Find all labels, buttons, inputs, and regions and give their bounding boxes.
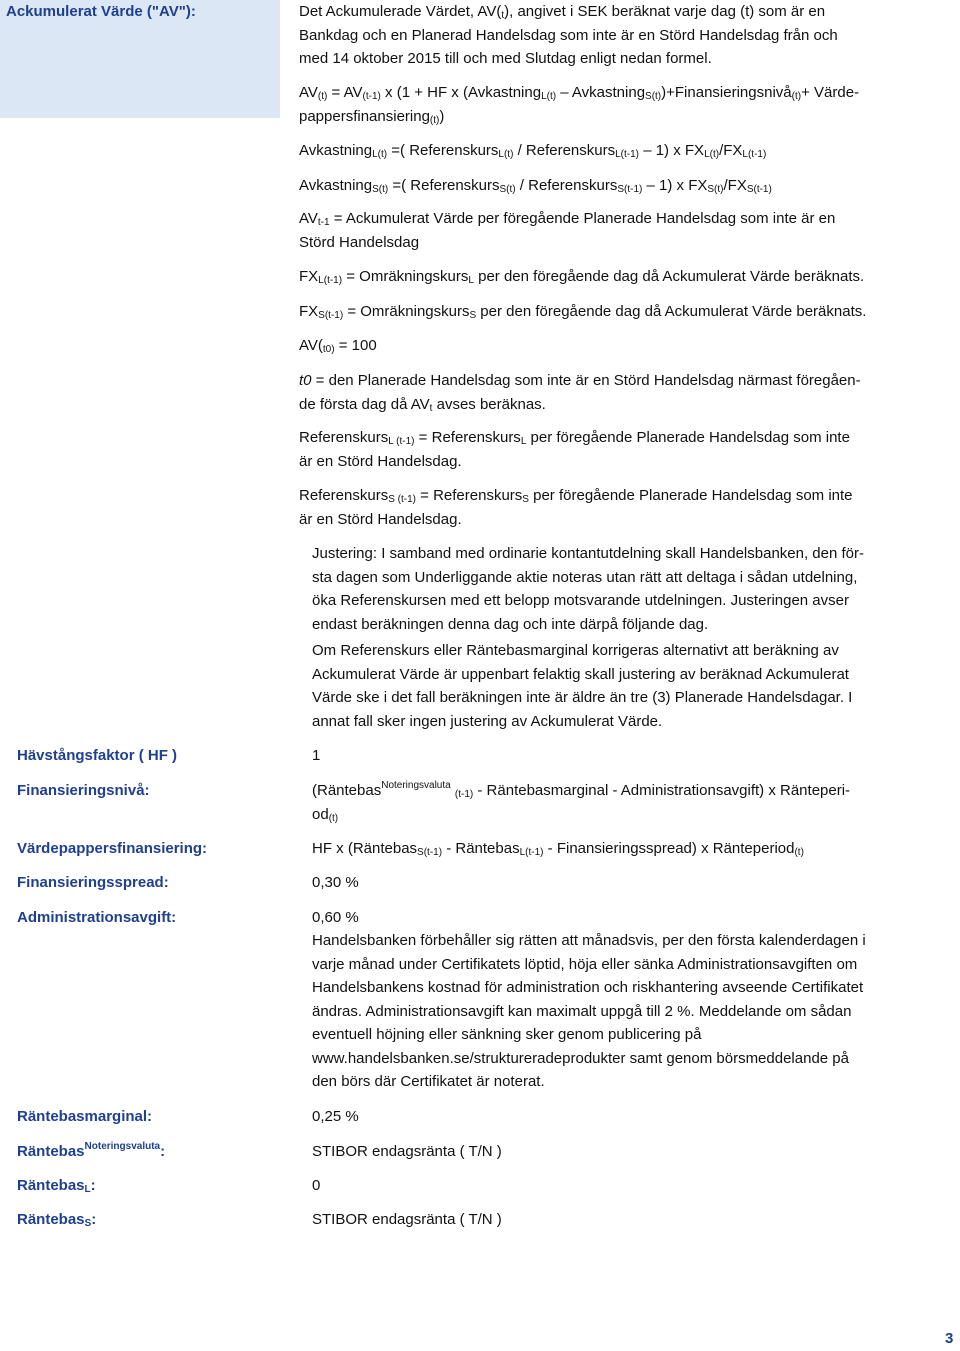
hf-label: Hävstångsfaktor ( HF ) [17,747,178,764]
finansieringsspread-label: Finansieringsspread: [17,874,169,891]
av-formula: $AV_{(t)} = AV_{(t-1)}$ x (1 + HF x (Avkastning$_{L(t)}$ – Avkastning$_{S(t)}$)+Finansieringsnivå$_{(t)}$+ Värde- pappersfinansiering$_{(t)}$) [299,84,860,126]
av-section-label: Ackumulerat Värde ("AV"): [6,3,196,20]
rantebas-noteringsvaluta-label: Räntebas$^{Noteringsvaluta}$: [17,1141,166,1160]
finansieringsniva-label: Finansieringsnivå: [17,782,150,799]
referenskurs-l-definition: Referenskurs$_{L (t-1)}$ = Referenskurs$_L$ per föregående Planerade Handelsdag som inte är en Störd Handelsdag. [299,429,850,470]
korrigering-paragraph: Om Referenskurs eller Räntebasmarginal korrigeras alternativt att beräkning av Ackumulerat Värde är uppenbart felaktig skall justering av beräknad Ackumulerat Värde ske i det fall beräkningen inte är äldre än tre (3) Planerade Handelsdagar. I annat fall sker ingen justering av Ackumulerat Värde. [312,642,853,730]
administrationsavgift-description: Handelsbanken förbehåller sig rätten att månadsvis, per den första kalenderdagen i varje månad under Certifikatets löptid, höja eller sänka Administrationsavgiften om Handelsbankens kostnad för administration och riskhantering avseende Certifikatet ändras. Administrationsavgift kan maximalt uppgå till 2 %. Meddelande om sådan eventuell höjning eller sänkning sker genom publicering på www.handelsbanken.se/struktureradeprodukter samt genom börsmeddelande på den börs där Certifikatet är noterat. [312,932,866,1090]
intro-paragraph: Det Ackumulerade Värdet, $AV(_t)$, angivet i SEK beräknat varje dag (t) som är en Bankdag och en Planerad Handelsdag som inte är en Störd Handelsdag från och med 14 oktober 2015 till och med Slutdag enligt nedan formel. [299,3,838,67]
rantebas-l-label: Räntebas$_L$: [17,1177,96,1195]
rantebas-noteringsvaluta-value: STIBOR endagsränta ( T/N ) [312,1143,502,1160]
finansieringsniva-value: (Räntebas$^{Noteringsvaluta}$ $_{(t-1)}$ - Räntebasmarginal - Administrationsavgift) x Ränteperi- $od_{(t)}$ [312,780,851,824]
fx-l-definition: $FX_{L(t-1)}$ = Omräkningskurs$_L$ per den föregående dag då Ackumulerat Värde beräknats. [299,268,865,286]
avkastning-l-formula: Avkastning$_{L(t)}$ =( Referenskurs$_{L(t)}$ / Referenskurs$_{L(t-1)}$ – 1) x $FX_{L(t)}/FX_{L(t-1)}$ [299,142,767,160]
finansieringsspread-value: 0,30 % [312,874,359,891]
rantebas-l-value: 0 [312,1177,321,1194]
vardepappersfinansiering-label: Värdepappersfinansiering: [17,840,208,857]
rantebas-s-value: STIBOR endagsränta ( T/N ) [312,1211,502,1228]
administrationsavgift-label: Administrationsavgift: [17,909,177,926]
av-t0-definition: $AV(_{t0)} = 100$ [299,337,377,355]
rantebas-s-label: Räntebas$_S$: [17,1211,97,1229]
page-number: 3 [945,1330,954,1347]
section-header-panel [0,0,280,118]
hf-value: 1 [312,747,321,764]
vardepappersfinansiering-value: HF x (Räntebas$_{S(t-1)}$ - Räntebas$_{L(t-1)}$ - Finansieringsspread) x Ränteperiod$_{(t)}$ [312,840,804,858]
fx-s-definition: $FX_{S(t-1)}$ = Omräkningskurs$_S$ per den föregående dag då Ackumulerat Värde beräknats. [299,303,867,321]
rantebasmarginal-label: Räntebasmarginal: [17,1108,153,1125]
administrationsavgift-value: 0,60 % [312,909,359,926]
referenskurs-s-definition: Referenskurs$_{S (t-1)}$ = Referenskurs$_S$ per föregående Planerade Handelsdag som inte är en Störd Handelsdag. [299,487,853,528]
rantebasmarginal-value: 0,25 % [312,1108,359,1125]
av-t1-definition: $AV_{t-1}$ = Ackumulerat Värde per föregående Planerade Handelsdag som inte är en Störd Handelsdag [299,210,836,251]
justering-paragraph: Justering: I samband med ordinarie kontantutdelning skall Handelsbanken, den för- sta dagen som Underliggande aktie noteras utan rätt att deltaga i sådan utdelning, öka Referenskursen med ett belopp motsvarande utdelningen. Justeringen avser endast beräkningen denna dag och inte därpå följande dag. [312,545,864,633]
t0-definition: t0 = den Planerade Handelsdag som inte är en Störd Handelsdag närmast föregåen- de första dag då $AV_t$ avses beräknas. [299,372,861,414]
avkastning-s-formula: Avkastning$_{S(t)}$ =( Referenskurs$_{S(t)}$ / Referenskurs$_{S(t-1)}$ – 1) x $FX_{S(t)}/FX_{S(t-1)}$ [299,177,772,195]
